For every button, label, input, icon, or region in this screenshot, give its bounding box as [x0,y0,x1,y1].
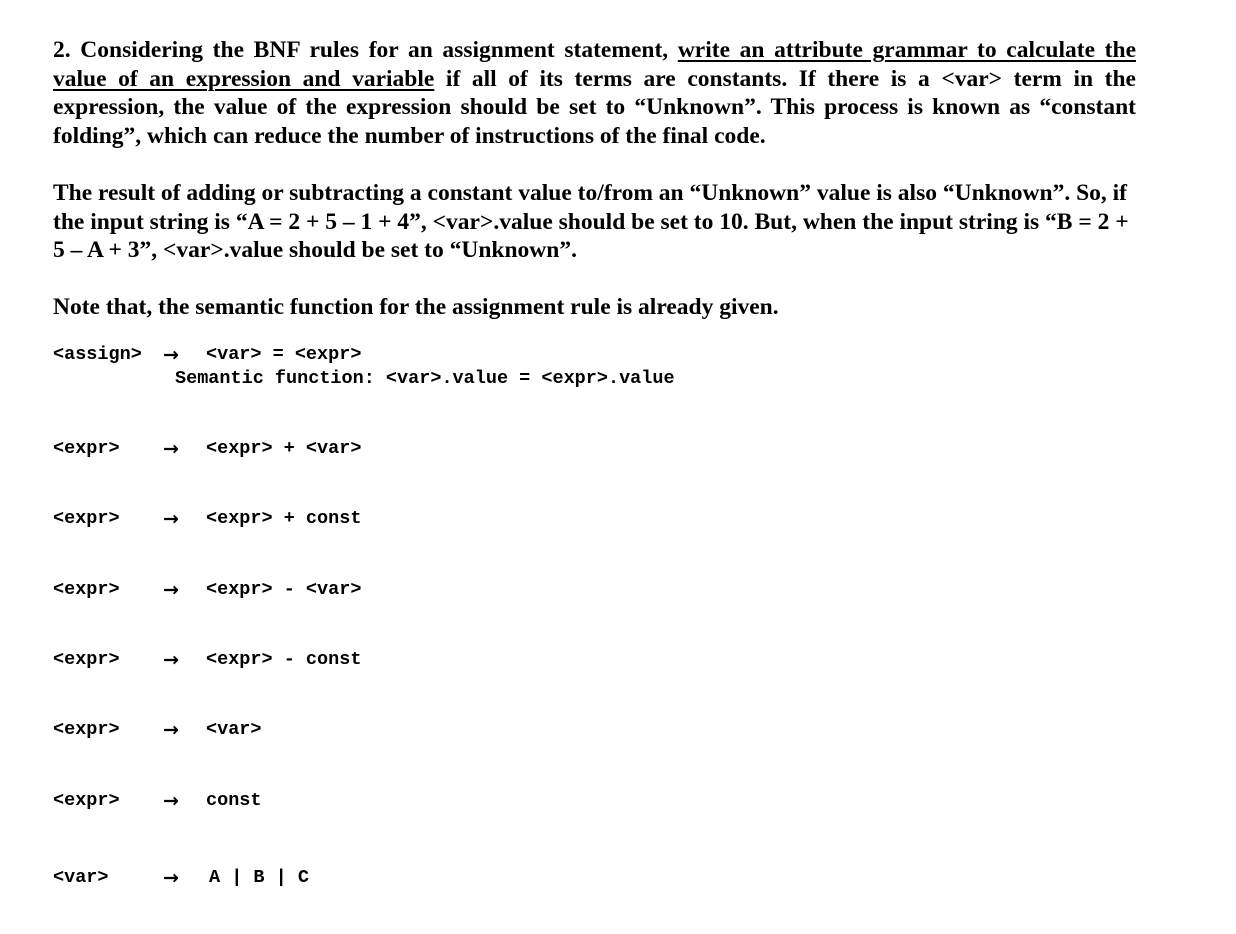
rule-rhs: const [206,790,262,811]
assign-rhs: <var> = <expr> [206,344,362,365]
arrow-icon: → [163,867,179,889]
example-paragraph: The result of adding or subtracting a constant value to/from an “Unknown” value is also “Unknown”. So, if the input string is “A = 2 + 5 – 1 + 4”, <var>.value should be set to 10. But, when the input string is “B = 2 + 5 – A + 3”, <var>.value should be set to “Unknown”. [53,180,1129,263]
rule-lhs: <expr> [53,790,120,811]
question-underlined-task: write an attribute grammar to calculate the value of an expression and variable [53,37,1137,92]
question-rest: if all of its terms are constants. If there is a <var> term in the expression, the value of the expression should be set to “Unknown”. This process is known as “constant folding”, which can reduce the number of instructions of the final code. [53,65,1136,149]
rule-lhs: <expr> [53,579,120,600]
note-paragraph: Note that, the semantic function for the assignment rule is already given. [53,294,779,320]
arrow-icon: → [163,649,179,671]
rule-lhs: <expr> [53,719,120,740]
rule-rhs: <var> [206,719,262,740]
arrow-icon: → [163,790,179,812]
rule-lhs: <expr> [53,649,120,670]
arrow-icon: → [163,719,179,741]
arrow-icon: → [163,438,179,460]
rule-lhs: <var> [53,867,109,888]
arrow-icon: → [163,344,179,366]
assign-lhs: <assign> [53,344,142,365]
rule-rhs: <expr> - <var> [206,579,362,600]
rule-rhs: <expr> + <var> [206,438,362,459]
arrow-icon: → [163,579,179,601]
rule-lhs: <expr> [53,438,120,459]
rule-rhs: A | B | C [209,867,309,888]
question-paragraph [53,36,1136,150]
rule-lhs: <expr> [53,508,120,529]
arrow-icon: → [163,508,179,530]
rule-rhs: <expr> + const [206,508,362,529]
rule-rhs: <expr> - const [206,649,362,670]
semantic-function: Semantic function: <var>.value = <expr>.value [175,368,675,389]
question-lead: 2. Considering the BNF rules for an assignment statement, [53,37,678,63]
